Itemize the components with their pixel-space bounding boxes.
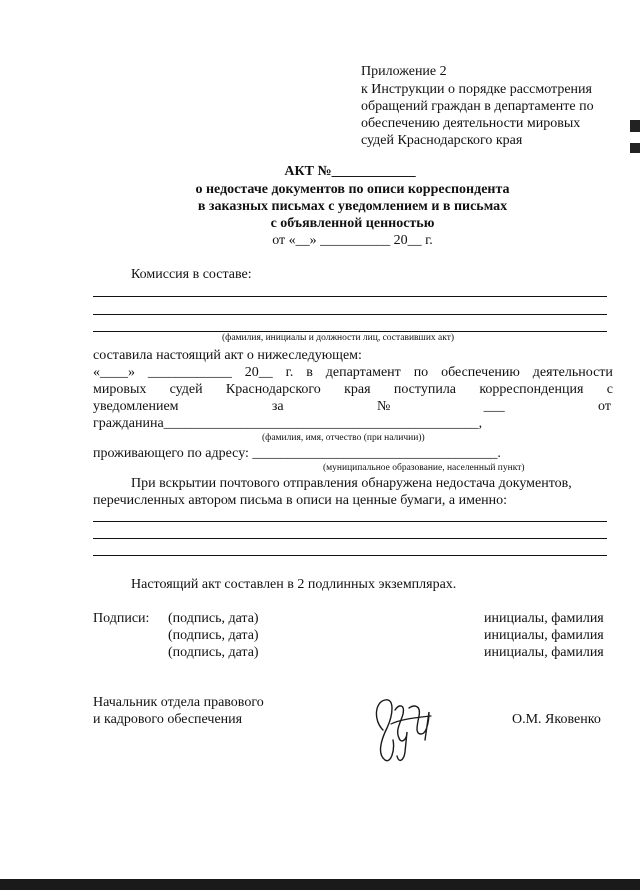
- commission-line-1: [93, 296, 607, 297]
- row2-word: мировых: [93, 382, 147, 397]
- commission-line-2: [93, 314, 607, 315]
- row1-word: г.: [285, 365, 294, 380]
- row1-word: обеспечению: [441, 365, 520, 380]
- initials-surname: инициалы, фамилия: [484, 611, 604, 626]
- commission-label: Комиссия в составе:: [131, 267, 252, 282]
- row3-word: №: [376, 399, 391, 414]
- row2-word: корреспонденция: [479, 382, 584, 397]
- receipt-text-row: [93, 381, 613, 398]
- appendix-line-2: к Инструкции о порядке рассмотрения: [361, 82, 592, 97]
- appendix-line-3: обращений граждан в департаменте по: [361, 99, 594, 114]
- act-subtitle-3: с объявленной ценностью: [270, 216, 435, 231]
- compiled-text: составила настоящий акт о нижеследующем:: [93, 348, 362, 363]
- shortage-line-3: [93, 555, 607, 556]
- copies-statement: Настоящий акт составлен в 2 подлинных экземплярах.: [131, 577, 457, 592]
- address-caption: (муниципальное образование, населенный пункт): [323, 463, 525, 473]
- row3-word: за: [271, 399, 284, 414]
- row1-word: 20__: [244, 365, 273, 380]
- row3-word: уведомлением: [93, 399, 179, 414]
- row3-word: от: [598, 399, 611, 414]
- row1-word: в: [306, 365, 313, 380]
- act-subtitle-1: о недостаче документов по описи корреспондента: [195, 182, 510, 197]
- row2-word: Краснодарского: [225, 382, 321, 397]
- shortage-line-1: [93, 521, 607, 522]
- shortage-text-1: При вскрытии почтового отправления обнаружена недостача документов,: [131, 476, 572, 491]
- commission-caption: (фамилия, инициалы и должности лиц, составивших акт): [222, 333, 455, 343]
- signature-placeholder: (подпись, дата): [168, 628, 259, 643]
- chief-name: О.М. Яковенко: [512, 712, 601, 727]
- act-title: АКТ №____________: [284, 164, 416, 179]
- act-date: от «__» __________ 20__ г.: [272, 233, 433, 248]
- chief-position-2: и кадрового обеспечения: [93, 712, 243, 727]
- scan-edge-mark: [630, 143, 640, 153]
- shortage-line-2: [93, 538, 607, 539]
- initials-surname: инициалы, фамилия: [484, 628, 604, 643]
- appendix-number: Приложение 2: [361, 64, 447, 79]
- row1-word: «____»: [93, 365, 135, 380]
- citizen-line: гражданина_____________________________________________,: [93, 416, 483, 431]
- address-line: проживающего по адресу: ___________________________________.: [93, 446, 501, 461]
- scan-bottom-edge: [0, 879, 640, 890]
- signatures-label: Подписи:: [93, 611, 150, 626]
- scan-edge-mark: [630, 120, 640, 132]
- row2-word: с: [606, 382, 613, 397]
- notice-number-row: [93, 398, 611, 415]
- row2-word: судей: [169, 382, 203, 397]
- row2-word: поступила: [393, 382, 457, 397]
- chief-position-1: Начальник отдела правового: [93, 695, 264, 710]
- act-subtitle-2: в заказных письмах с уведомлением и в письмах: [197, 199, 508, 214]
- appendix-line-4: обеспечению деятельности мировых: [361, 116, 581, 131]
- handwritten-signature: [365, 690, 445, 770]
- row1-word: департамент: [325, 365, 401, 380]
- row1-word: по: [413, 365, 429, 380]
- row2-word: края: [344, 382, 371, 397]
- signature-placeholder: (подпись, дата): [168, 645, 259, 660]
- row3-word: ___: [483, 399, 505, 414]
- receipt-date-row: [93, 364, 613, 381]
- signature-placeholder: (подпись, дата): [168, 611, 259, 626]
- shortage-text-2: перечисленных автором письма в описи на ценные бумаги, а именно:: [93, 493, 508, 508]
- appendix-line-5: судей Краснодарского края: [361, 133, 523, 148]
- citizen-caption: (фамилия, имя, отчество (при наличии)): [262, 433, 425, 443]
- row1-word: деятельности: [532, 365, 613, 380]
- initials-surname: инициалы, фамилия: [484, 645, 604, 660]
- row1-word: ____________: [147, 365, 232, 380]
- commission-line-3: [93, 331, 607, 332]
